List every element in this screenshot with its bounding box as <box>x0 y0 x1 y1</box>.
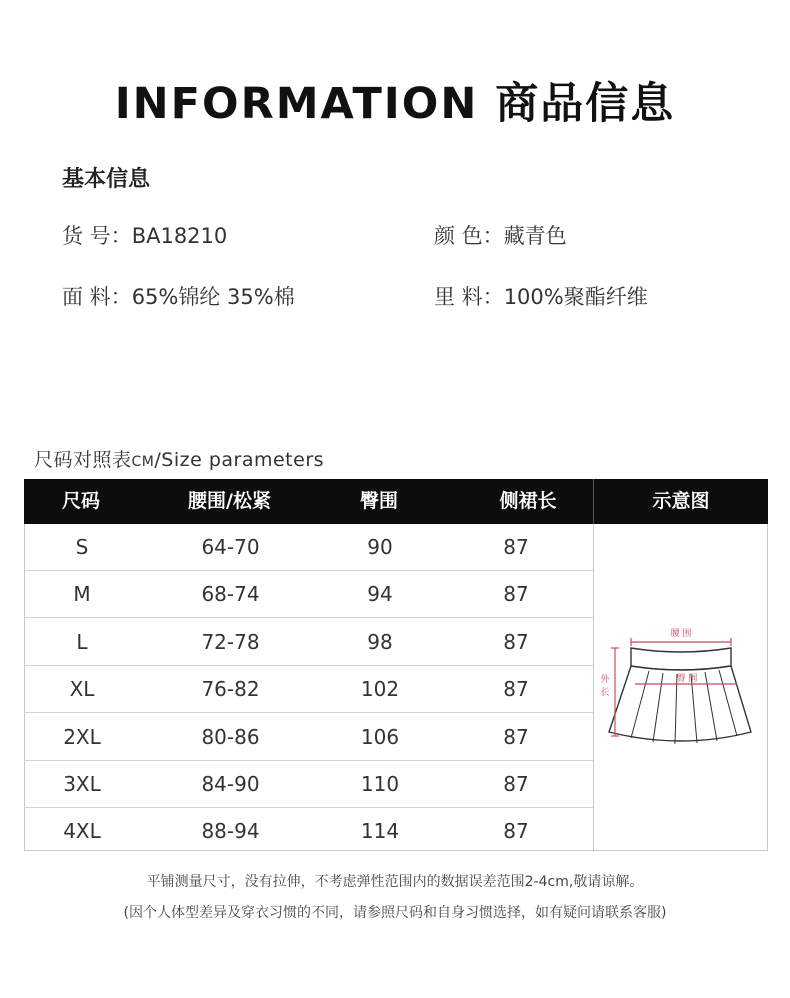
cell-hip: 90 <box>367 535 393 559</box>
waistband-shape <box>631 648 731 670</box>
fabric-label: 面 料： <box>62 285 132 309</box>
column-header-hip: 臀围 <box>359 490 398 512</box>
cell-hip: 106 <box>360 724 400 749</box>
color-value: 藏青色 <box>503 224 567 248</box>
waist-label: 腰 围 <box>670 629 692 639</box>
table-row <box>25 571 594 618</box>
cell-waist: 80-86 <box>201 724 260 749</box>
cell-size: L <box>76 629 88 654</box>
cell-hip: 114 <box>360 819 400 844</box>
column-header-length: 侧裙长 <box>499 490 557 512</box>
page-title: INFORMATION 商品信息 <box>114 79 676 129</box>
item-number-label: 货 号： <box>62 224 132 248</box>
cell-waist: 88-94 <box>201 819 260 844</box>
lining-row <box>434 281 648 311</box>
fit-advice-note: (因个人体型差异及穿衣习惯的不同，请参照尺码和自身习惯选择，如有疑问请联系客服) <box>123 905 667 921</box>
skirt-diagram <box>591 600 766 760</box>
basic-info-heading: 基本信息 <box>62 167 151 192</box>
color-row <box>434 220 567 250</box>
column-header-size: 尺码 <box>61 490 100 512</box>
table-row <box>25 808 594 855</box>
cell-size: 2XL <box>63 724 101 749</box>
length-label-1: 外 <box>600 675 610 685</box>
table-row <box>25 761 594 808</box>
cell-size: S <box>75 535 89 559</box>
color-label: 颜 色： <box>434 224 504 248</box>
cell-size: M <box>73 582 91 607</box>
column-header-diagram: 示意图 <box>652 490 710 512</box>
cell-waist: 68-74 <box>201 582 260 607</box>
fabric-value: 65%锦纶 35%棉 <box>131 285 295 309</box>
cell-hip: 102 <box>360 677 400 702</box>
cell-hip: 94 <box>367 582 393 607</box>
length-label-2: 长 <box>600 688 610 698</box>
cell-size: XL <box>69 677 95 702</box>
size-chart-heading-cm: CM <box>131 454 155 470</box>
table-row <box>25 666 594 713</box>
cell-hip: 98 <box>367 629 393 654</box>
column-header-waist: 腰围/松紧 <box>188 490 271 512</box>
cell-length: 87 <box>503 677 529 702</box>
size-table-header <box>24 479 768 524</box>
item-number-value: BA18210 <box>131 224 228 248</box>
cell-length: 87 <box>503 535 529 559</box>
measurement-note: 平铺测量尺寸，没有拉伸，不考虑弹性范围内的数据误差范围2-4cm,敬请谅解。 <box>146 874 644 890</box>
cell-size: 4XL <box>63 819 101 844</box>
cell-waist: 64-70 <box>201 535 260 559</box>
cell-length: 87 <box>503 772 529 796</box>
cell-hip: 110 <box>360 772 400 796</box>
cell-length: 87 <box>503 582 529 607</box>
size-chart-heading-main: 尺码对照表 <box>34 449 132 471</box>
cell-waist: 84-90 <box>201 772 260 796</box>
table-row <box>25 619 594 666</box>
size-table <box>24 479 768 851</box>
item-number-row <box>62 220 227 250</box>
cell-length: 87 <box>503 629 529 654</box>
lining-label: 里 料： <box>434 285 504 309</box>
table-row <box>25 524 594 571</box>
size-chart-heading-tail: /Size parameters <box>154 449 325 471</box>
table-row <box>25 714 594 761</box>
cell-size: 3XL <box>63 772 101 796</box>
size-chart-heading <box>34 445 324 472</box>
cell-waist: 72-78 <box>201 629 260 654</box>
fabric-row <box>62 281 295 311</box>
cell-length: 87 <box>503 819 529 844</box>
lining-value: 100%聚酯纤维 <box>503 285 648 309</box>
cell-length: 87 <box>503 724 529 749</box>
hip-label: 臀 围 <box>676 674 698 684</box>
cell-waist: 76-82 <box>201 677 260 702</box>
